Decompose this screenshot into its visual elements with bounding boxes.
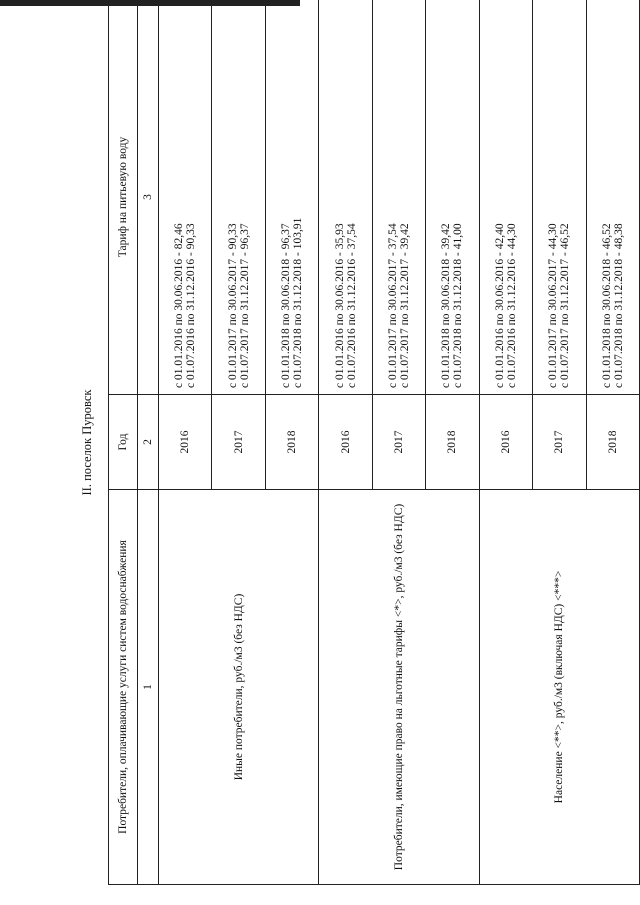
column-number: 2: [138, 395, 159, 490]
tariff-line: с 01.01.2017 по 30.06.2017 - 37,54: [386, 223, 399, 388]
table-row: [159, 0, 212, 885]
header-year: Год: [109, 395, 138, 490]
year-cell: 2017: [212, 395, 265, 490]
tariff-line: с 01.01.2016 по 30.06.2016 - 35,93: [333, 223, 346, 388]
column-number: 3: [138, 0, 159, 395]
tariff-cell: [319, 0, 372, 395]
tariff-line: с 01.01.2016 по 30.06.2016 - 82,46: [173, 223, 186, 388]
tariff-line: с 01.01.2018 по 30.06.2018 - 96,37: [280, 223, 293, 388]
tariff-line: с 01.07.2018 по 31.12.2018 - 41,00: [452, 223, 465, 388]
tariff-line: с 01.07.2017 по 31.12.2017 - 96,37: [238, 223, 251, 388]
table-row: [319, 0, 372, 885]
tariff-cell: [212, 0, 265, 395]
year-cell: 2017: [533, 395, 586, 490]
tariff-line: с 01.07.2016 по 31.12.2016 - 90,33: [185, 223, 198, 388]
tariff-cell: [479, 0, 532, 395]
consumer-category: Потребители, имеющие право на льготные тарифы <*>, руб./м3 (без НДС): [319, 490, 479, 885]
tariff-line: с 01.01.2017 по 30.06.2017 - 44,30: [547, 223, 560, 388]
consumer-category: Иные потребители, руб./м3 (без НДС): [159, 490, 319, 885]
consumer-category: Население <**>, руб./м3 (включая НДС) <***>: [479, 490, 639, 885]
tariff-cell: [159, 0, 212, 395]
tariff-table: [108, 0, 640, 885]
tariff-line: с 01.01.2018 по 30.06.2018 - 46,52: [600, 223, 613, 388]
tariff-line: с 01.07.2016 по 31.12.2016 - 37,54: [345, 223, 358, 388]
year-cell: 2018: [265, 395, 318, 490]
column-number-row: [138, 0, 159, 885]
tariff-line: с 01.07.2016 по 31.12.2016 - 44,30: [505, 223, 518, 388]
header-tariff: Тариф на питьевую воду: [109, 0, 138, 395]
tariff-cell: [426, 0, 479, 395]
tariff-line: с 01.07.2017 по 31.12.2017 - 46,52: [559, 223, 572, 388]
tariff-line: с 01.07.2018 по 31.12.2018 - 48,38: [612, 223, 625, 388]
tariff-cell: [265, 0, 318, 395]
rotated-page-content: [80, 0, 640, 885]
tariff-cell: [372, 0, 425, 395]
header-consumers: Потребители, оплачивающие услуги систем водоснабжения: [109, 490, 138, 885]
year-cell: 2016: [159, 395, 212, 490]
table-row: [479, 0, 532, 885]
year-cell: 2018: [586, 395, 640, 490]
tariff-line: с 01.07.2017 по 31.12.2017 - 39,42: [398, 223, 411, 388]
tariff-line: с 01.01.2016 по 30.06.2016 - 42,40: [493, 223, 506, 388]
column-number: 1: [138, 490, 159, 885]
tariff-cell: [533, 0, 586, 395]
tariff-line: с 01.01.2017 по 30.06.2017 - 90,33: [226, 223, 239, 388]
section-title: II. поселок Пуровск: [80, 389, 94, 496]
year-cell: 2016: [479, 395, 532, 490]
year-cell: 2017: [372, 395, 425, 490]
year-cell: 2016: [319, 395, 372, 490]
tariff-line: с 01.07.2018 по 31.12.2018 - 103,91: [292, 217, 305, 388]
table-header-row: [109, 0, 138, 885]
year-cell: 2018: [426, 395, 479, 490]
tariff-cell: [586, 0, 640, 395]
tariff-line: с 01.01.2018 по 30.06.2018 - 39,42: [440, 223, 453, 388]
